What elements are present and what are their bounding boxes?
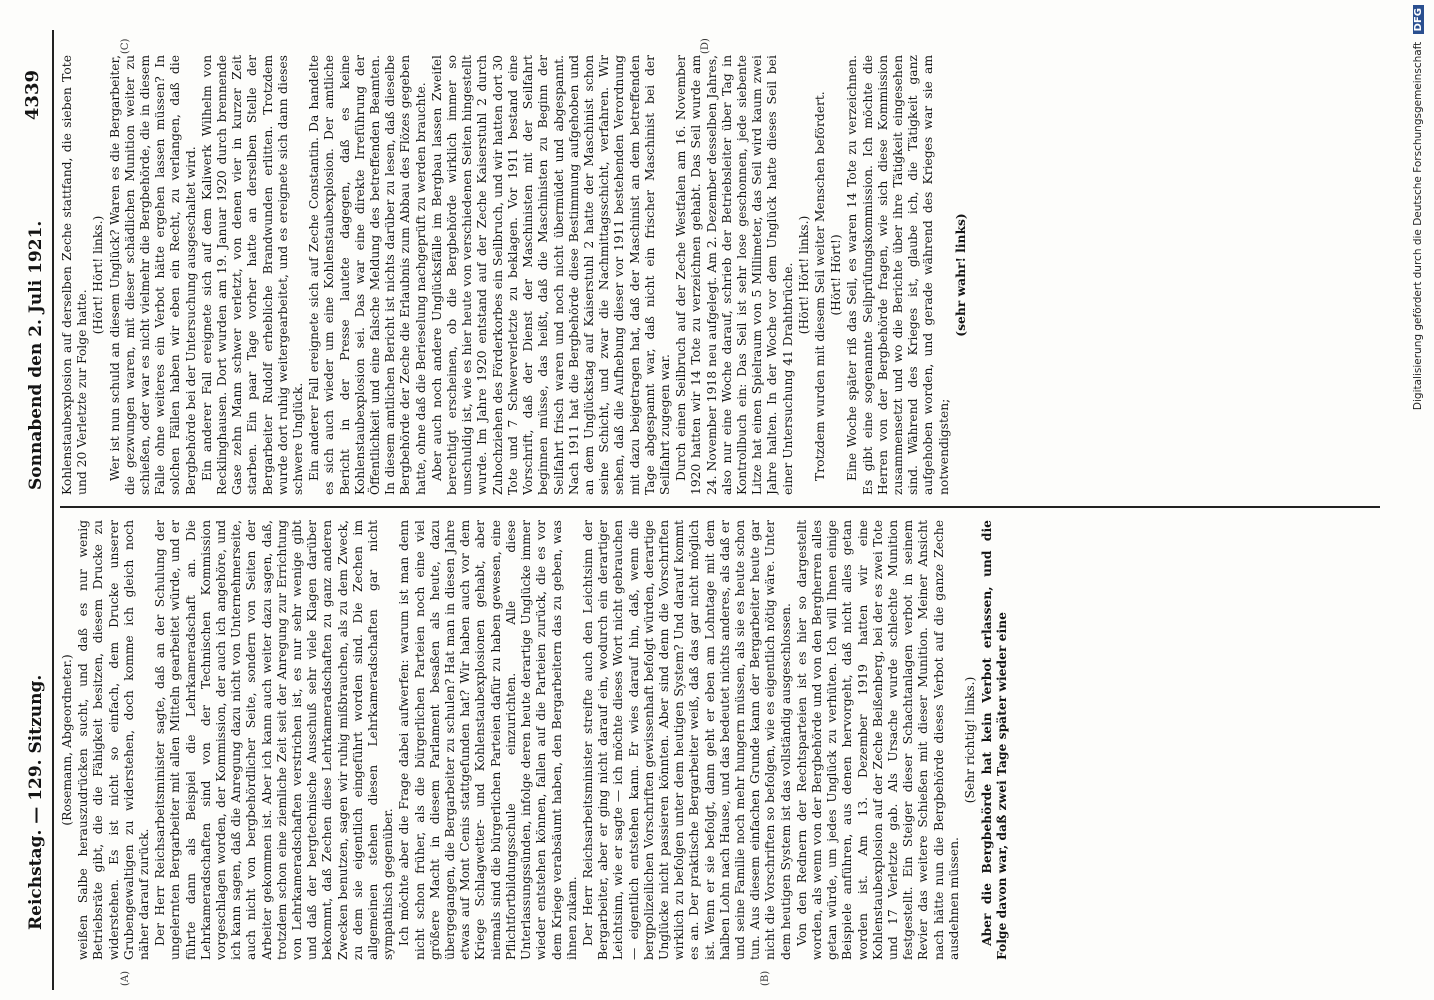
credit-text: Digitalisierung gefördert durch die Deutsche Forschungsgemeinschaft bbox=[1412, 41, 1424, 411]
paragraph: Kohlenstaubexplosion auf derselben Zeche stattfand, die sieben Tote und 20 Verletzte zur Folge hatte. bbox=[60, 55, 90, 495]
digitization-credit bbox=[1410, 5, 1430, 995]
text-column-left bbox=[60, 520, 1380, 960]
paragraph: Aber die Bergbehörde hat kein Verbot erlassen, und die Folge davon war, daß zwei Tage später wieder eine bbox=[979, 520, 1010, 960]
speaker-line: (Rosemann, Abgeordneter.) bbox=[60, 654, 74, 826]
paragraph: Eine Woche später riß das Seil, es waren 14 Tote zu verzeichnen. Es gibt eine sogenannte Seilprüfungskommission. Ich möchte die Herren von der Bergbehörde fragen, wie sich diese Kommission zusammensetzt und wo die Berichte über ihre Tätigkeit eingesehen sind. Während des Krieges ist, glaube ich, die Tätigkeit ganz aufgehoben worden, und gerade während des Krieges war sie am notwendigsten; bbox=[845, 55, 951, 495]
paragraph: Wer ist nun schuld an diesem Unglück? Waren es die Bergarbeiter, die gezwungen waren, mit dieser schädlichen Munition weiter zu schießen, oder war es nicht vielmehr die Bergbehörde, die in diesem Falle ohne weiteres ein Verbot hätte ergehen lassen müssen? In solchen Fällen haben wir eben ein Recht, zu verlangen, daß die Bergbehörde bei der Untersuchung ausgeschaltet wird. bbox=[107, 55, 198, 495]
margin-letter-c: (C) bbox=[120, 38, 131, 54]
margin-letter-b: (B) bbox=[760, 970, 771, 986]
paragraph: Von den Rednern der Rechtsparteien ist es hier so dargestellt worden, als wenn von der Bergbehörde und von den Bergherren alles getan würde, um jedes Unglück zu verhüten. Ich will Ihnen einige Beispiele anführen, aus denen hervorgeht, daß nicht alles getan worden ist. Am 13. Dezember 1919 hatten wir eine Kohlenstaubexplosion auf der Zeche Beißenberg, bei der es zwei Tote und 17 Verletzte gab. Als Ursache wurde schlechte Munition festgestellt. Ein Steiger dieser Schachtanlagen verbot in seinem Revier das weitere Schießen mit dieser Munition. Meiner Ansicht nach hätte nun die Bergbehörde dieses Verbot auf die ganze Zeche ausdehnen müssen. bbox=[794, 520, 961, 960]
interjection: (Hört! Hört! links.) bbox=[796, 215, 811, 335]
page-number: 4339 bbox=[22, 70, 43, 121]
margin-letter-d: (D) bbox=[700, 38, 711, 54]
interjection: (Hört! Hört!) bbox=[829, 234, 844, 316]
paragraph: weißen Salbe herauszudrücken sucht, und daß es nur wenig Betriebsräte gibt, die die Fähigkeit besitzen, diesem Drucke zu widerstehen. Es ist nicht so einfach, dem Drucke unserer Grubengewaltigen zu widerstehen, doch komme ich gleich noch näher darauf zurück. bbox=[76, 520, 152, 960]
paragraph: Ich möchte aber die Frage dabei aufwerfen: warum ist man denn nicht schon früher, als die bürgerlichen Parteien noch eine viel größere Macht in diesem Parlament besaßen als heute, dazu übergegangen, die Bergarbeiter zu schulen? Hat man in diesen Jahre etwas auf Mont Cenis stattgefunden hat? Wir haben auch vor dem Kriege Schlagwetter- und Kohlenstaubexplosionen gehabt, aber niemals sind die bürgerlichen Parteien dafür zu haben gewesen, eine Pflichtfortbildungsschule einzurichten. Alle diese Unterlassungssünden, infolge deren heute derartige Unglücke immer wieder entstehen können, fallen auf die Parteien zurück, die es vor dem Kriege verabsäumt haben, den Bergarbeitern das zu geben, was ihnen zukam. bbox=[397, 520, 579, 960]
interjection: (Hört! Hört! links.) bbox=[91, 215, 106, 335]
paragraph: Der Herr Reichsarbeitsminister streifte auch den Leichtsinn der Bergarbeiter, aber er ging nicht darauf ein, wodurch ein derartiger Leichtsinn, wie er sagte — ich möchte dieses Wort nicht gebrauchen — eigentlich entstehen kann. Er wies darauf hin, daß, wenn die bergpolizeilichen Vorschriften gewissenhaft befolgt würden, derartige Unglücke nicht passieren könnten. Aber sind denn die Vorschriften wirklich zu befolgen unter dem heutigen System? Und darauf kommt es an. Der praktische Bergarbeiter weiß, daß das gar nicht möglich ist. Wenn er sie befolgt, dann geht er eben am Lohntage mit dem halben Lohn nach Hause, und das bedeutet nichts anderes, als daß er und seine Familie noch mehr hungern müssen, als sie es heute schon tun. Aus diesem einfachen Grunde kann der Bergarbeiter heute gar nicht die Vorschriften so befolgen, wie es eigentlich nötig wäre. Unter dem heutigen System ist das vollständig ausgeschlossen. bbox=[580, 520, 793, 960]
page-header bbox=[12, 50, 52, 970]
paragraph: Trotzdem wurden mit diesem Seil weiter Menschen befördert. bbox=[812, 91, 827, 481]
paragraph: Der Herr Reichsarbeitsminister sagte, daß an der Schulung der ungelernten Bergarbeiter mit allen Mitteln gearbeitet würde, und er führte dann als Beispiel die Lehrkameradschaft an. Die Lehrkameradschaften sind von der Technischen Kommission vorgeschlagen worden, der Kommission, der auch ich angehöre, und ich kann sagen, daß die Anregung dazu nicht von Unternehmerseite, auch nicht von bergbehördlicher Seite, sondern von Seiten der Arbeiter gekommen ist. Aber ich kann auch weiter dazu sagen, daß, trotzdem schon eine ziemliche Zeit seit der Anregung zur Errichtung von Lehrkameradschaften verstrichen ist, es nur sehr wenige gibt und daß der bergtechnische Ausschuß sehr viele Klagen darüber bekommt, daß Zechen diese Lehrkameradschaften zu ganz anderen Zwecken benutzen, sagen wir ruhig mißbrauchen, als zu dem Zweck, zu dem sie eigentlich eingeführt worden sind. Die Zechen im allgemeinen stehen diesen Lehrkameradschaften gar nicht sympathisch gegenüber. bbox=[153, 520, 396, 960]
margin-letter-a: (A) bbox=[120, 970, 131, 986]
dfg-logo: DFG bbox=[1413, 5, 1424, 34]
paragraph: Ein anderer Fall ereignete sich auf Zeche Constantin. Da handelte es sich auch wieder um eine Kohlenstaubexplosion. Der amtliche Bericht in der Presse lautete dagegen, daß es keine Kohlenstaubexplosion sei. Das war eine direkte Irreführung der Öffentlichkeit und eine falsche Meldung des betreffenden Beamten. In diesem amtlichen Bericht ist nichts darüber zu lesen, daß dieselbe Bergbehörde der Zeche die Erlaubnis zum Abbau des Flözes gegeben hatte, ohne daß die Berieselung nachgeprüft zu werden brauchte. bbox=[307, 55, 428, 495]
text-column-right bbox=[60, 55, 1380, 495]
credit-text-row bbox=[1412, 5, 1432, 995]
header-date: Sonnabend den 2. Juli 1921. bbox=[26, 220, 46, 490]
paragraph: Aber auch noch andere Unglücksfälle im Bergbau lassen Zweifel berechtigt erscheinen, ob die Bergbehörde wirklich immer so unschuldig ist, wie es hier heute von verschiedenen Seiten hingestellt wurde. Im Jahre 1920 entstand auf der Zeche Kaiserstuhl 2 durch Zuhochziehen des Förderkorbes ein Seilbruch, und wir hatten dort 30 Tote und 7 Schwerverletzte zu beklagen. Vor 1911 bestand eine Vorschrift, daß der Dienst der Maschinisten mit der Seilfahrt beginnen müsse, das heißt, daß die Maschinisten zu Beginn der Seilfahrt frisch waren und noch nicht übermüdet und abgespannt. Nach 1911 hat die Bergbehörde diese Bestimmung aufgehoben und an dem Unglückstag auf Kaiserstuhl 2 hatte der Maschinist schon seine Schicht, und zwar die Nachmittagsschicht, verfahren. Wir sehen, daß die Aufhebung dieser vor 1911 bestehenden Verordnung mit dazu beigetragen hat, daß der Maschinist an dem betreffenden Tage abgespannt war, daß nicht ein frischer Maschinist bei der Seilfahrt zugegen war. bbox=[429, 55, 672, 495]
rotated-page-content bbox=[0, 30, 1395, 990]
paragraph: Durch einen Seilbruch auf der Zeche Westfalen am 16. November 1920 hatten wir 14 Tote zu verzeichnen gehabt. Das Seil wurde am 24. November 1918 neu aufgelegt. Am 2. Dezember desselben Jahres, also nur eine Woche darauf, schrieb der Betriebsleiter über Tag in Kontrollbuch ein: Das Seil ist sehr lose geschonnen, jede siebente Litze hat einen Spielraum von 5 Millimeter, das Seil wird kaum zwei Jahre halten. In der Woche vor dem Unglück hatte dieses Seil bei einer Untersuchung 41 Drahtbrüche. bbox=[674, 55, 795, 495]
paragraph: Ein anderer Fall ereignete sich auf dem Kaliwerk Wilhelm von Recklinghausen. Dort wurden am 19. Januar 1920 durch brennende Gase zehn Mann schwer verletzt, von denen vier in kurzer Zeit starben. Ein paar Tage vorher hatte an derselben Stelle der Bergarbeiter Rudolf erhebliche Brandwunden erlitten. Trotzdem wurde dort ruhig weitergearbeitet, und es ereignete sich dann dieses schwere Unglück. bbox=[199, 55, 306, 495]
column-divider bbox=[60, 507, 1380, 509]
header-rule bbox=[52, 30, 54, 990]
interjection: (Sehr richtig! links.) bbox=[962, 676, 977, 804]
header-session: Reichstag. — 129. Sitzung. bbox=[26, 674, 46, 930]
interjection: (sehr wahr! links) bbox=[952, 213, 968, 337]
